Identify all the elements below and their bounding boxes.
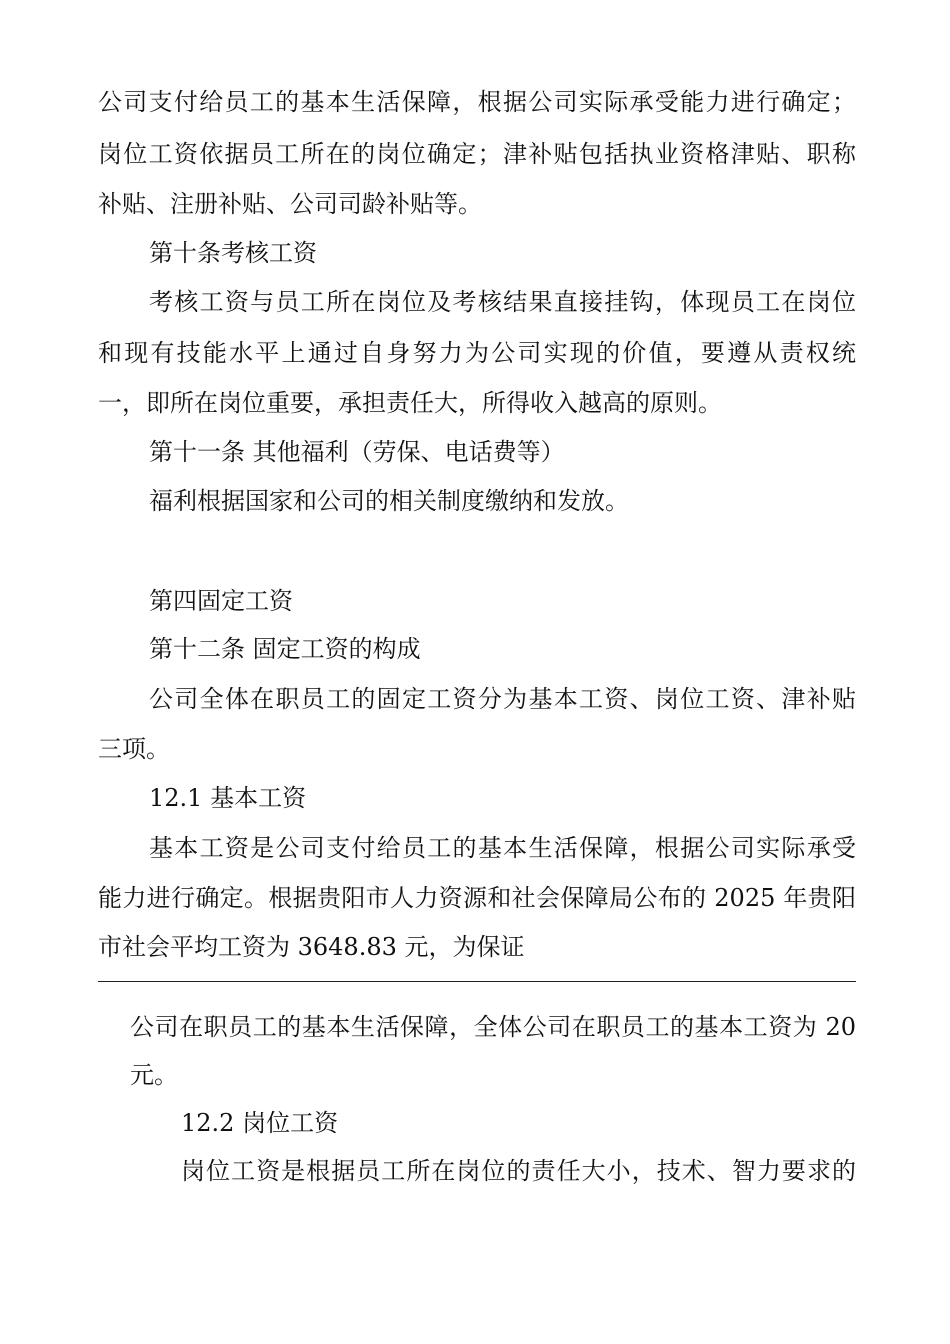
paragraph-line: 公司在职员工的基本生活保障，全体公司在职员工的基本工资为 20 xyxy=(130,1013,856,1041)
paragraph-line: 补贴、注册补贴、公司司龄补贴等。 xyxy=(98,190,482,218)
paragraph-line: 公司全体在职员工的固定工资分为基本工资、岗位工资、津补贴 xyxy=(149,685,856,713)
article-10-heading: 第十条考核工资 xyxy=(149,239,317,267)
paragraph-line: 岗位工资是根据员工所在岗位的责任大小，技术、智力要求的 xyxy=(181,1157,856,1185)
paragraph-line: 和现有技能水平上通过自身努力为公司实现的价值，要遵从责权统 xyxy=(98,339,856,367)
section-12-2-heading: 12.2 岗位工资 xyxy=(181,1109,339,1137)
paragraph-line: 市社会平均工资为 3648.83 元，为保证 xyxy=(98,933,525,961)
paragraph-line: 基本工资是公司支付给员工的基本生活保障，根据公司实际承受 xyxy=(149,834,856,862)
paragraph-line: 岗位工资依据员工所在的岗位确定；津补贴包括执业资格津贴、职称 xyxy=(98,140,856,168)
page-divider xyxy=(98,981,856,982)
paragraph-line: 元。 xyxy=(130,1061,178,1089)
paragraph-line: 一，即所在岗位重要，承担责任大，所得收入越高的原则。 xyxy=(98,389,722,417)
paragraph-line: 福利根据国家和公司的相关制度缴纳和发放。 xyxy=(149,487,629,515)
paragraph-line: 三项。 xyxy=(98,735,170,763)
article-11-heading: 第十一条 其他福利（劳保、电话费等） xyxy=(149,438,565,466)
paragraph-line: 公司支付给员工的基本生活保障，根据公司实际承受能力进行确定； xyxy=(98,88,856,116)
paragraph-line: 考核工资与员工所在岗位及考核结果直接挂钩，体现员工在岗位 xyxy=(149,288,856,316)
article-12-heading: 第十二条 固定工资的构成 xyxy=(149,635,421,663)
paragraph-line: 能力进行确定。根据贵阳市人力资源和社会保障局公布的 2025 年贵阳 xyxy=(98,884,856,912)
chapter-4-heading: 第四固定工资 xyxy=(149,587,293,615)
section-12-1-heading: 12.1 基本工资 xyxy=(149,784,307,812)
